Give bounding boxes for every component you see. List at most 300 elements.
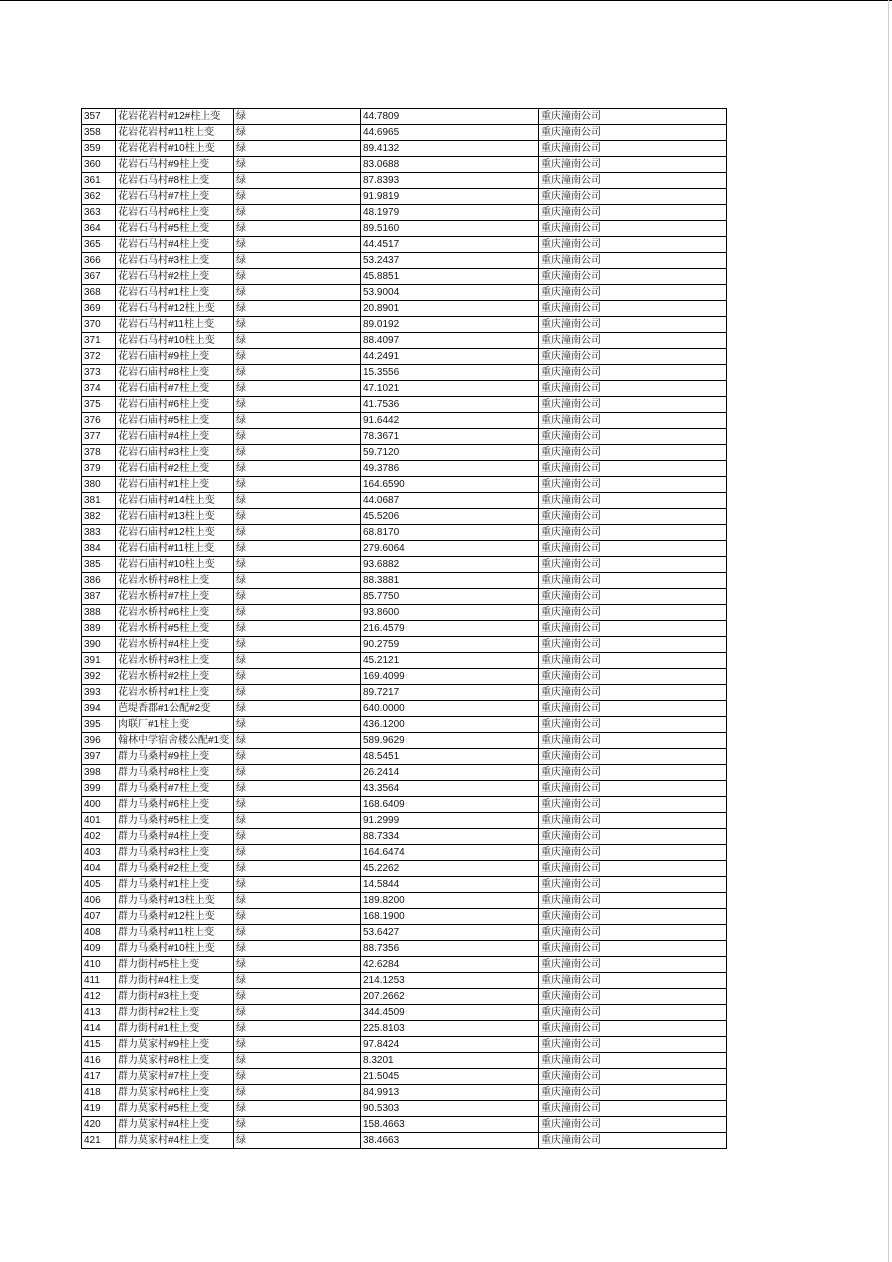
status-color-cell: 绿 [234,685,361,701]
status-color-cell: 绿 [234,269,361,285]
row-number-cell: 421 [82,1133,116,1149]
status-color-cell: 绿 [234,1101,361,1117]
transformer-name-cell: 花岩花岩村#10柱上变 [116,141,234,157]
status-color-cell: 绿 [234,893,361,909]
table-row [82,685,727,701]
table-row [82,1005,727,1021]
company-cell: 重庆潼南公司 [539,1133,727,1149]
status-color-cell: 绿 [234,589,361,605]
company-cell: 重庆潼南公司 [539,941,727,957]
status-color-cell: 绿 [234,829,361,845]
status-color-cell: 绿 [234,621,361,637]
row-number-cell: 389 [82,621,116,637]
row-number-cell: 375 [82,397,116,413]
company-cell: 重庆潼南公司 [539,429,727,445]
load-value-cell: 88.7334 [361,829,539,845]
transformer-name-cell: 花岩石马村#12柱上变 [116,301,234,317]
table-row [82,477,727,493]
transformer-name-cell: 花岩石庙村#7柱上变 [116,381,234,397]
status-color-cell: 绿 [234,781,361,797]
status-color-cell: 绿 [234,397,361,413]
table-row [82,173,727,189]
load-value-cell: 78.3671 [361,429,539,445]
transformer-name-cell: 花岩水桥村#2柱上变 [116,669,234,685]
row-number-cell: 401 [82,813,116,829]
status-color-cell: 绿 [234,909,361,925]
table-row [82,797,727,813]
transformer-name-cell: 花岩水桥村#1柱上变 [116,685,234,701]
status-color-cell: 绿 [234,141,361,157]
row-number-cell: 395 [82,717,116,733]
table-row [82,669,727,685]
company-cell: 重庆潼南公司 [539,301,727,317]
company-cell: 重庆潼南公司 [539,477,727,493]
transformer-name-cell: 群力马桑村#5柱上变 [116,813,234,829]
status-color-cell: 绿 [234,301,361,317]
row-number-cell: 368 [82,285,116,301]
transformer-name-cell: 群力莫家村#4柱上变 [116,1117,234,1133]
load-value-cell: 49.3786 [361,461,539,477]
table-row [82,893,727,909]
table-row [82,445,727,461]
company-cell: 重庆潼南公司 [539,381,727,397]
transformer-name-cell: 花岩水桥村#6柱上变 [116,605,234,621]
status-color-cell: 绿 [234,941,361,957]
load-value-cell: 344.4509 [361,1005,539,1021]
transformer-name-cell: 花岩石庙村#6柱上变 [116,397,234,413]
table-row [82,269,727,285]
page-top-border [0,0,892,1]
transformer-name-cell: 花岩石庙村#13柱上变 [116,509,234,525]
company-cell: 重庆潼南公司 [539,461,727,477]
status-color-cell: 绿 [234,109,361,125]
transformer-name-cell: 花岩石马村#2柱上变 [116,269,234,285]
status-color-cell: 绿 [234,1021,361,1037]
status-color-cell: 绿 [234,765,361,781]
table-row [82,845,727,861]
table-row [82,925,727,941]
row-number-cell: 387 [82,589,116,605]
table-row [82,237,727,253]
company-cell: 重庆潼南公司 [539,237,727,253]
table-row [82,221,727,237]
table-row [82,157,727,173]
load-value-cell: 15.3556 [361,365,539,381]
company-cell: 重庆潼南公司 [539,541,727,557]
load-value-cell: 45.8851 [361,269,539,285]
status-color-cell: 绿 [234,477,361,493]
load-value-cell: 53.2437 [361,253,539,269]
status-color-cell: 绿 [234,157,361,173]
company-cell: 重庆潼南公司 [539,605,727,621]
table-row [82,253,727,269]
company-cell: 重庆潼南公司 [539,701,727,717]
company-cell: 重庆潼南公司 [539,909,727,925]
table-row [82,1021,727,1037]
status-color-cell: 绿 [234,461,361,477]
transformer-name-cell: 群力马桑村#2柱上变 [116,861,234,877]
load-value-cell: 88.3881 [361,573,539,589]
status-color-cell: 绿 [234,1069,361,1085]
transformer-table-body [82,109,727,1149]
load-value-cell: 225.8103 [361,1021,539,1037]
company-cell: 重庆潼南公司 [539,813,727,829]
load-value-cell: 214.1253 [361,973,539,989]
status-color-cell: 绿 [234,637,361,653]
row-number-cell: 408 [82,925,116,941]
row-number-cell: 419 [82,1101,116,1117]
table-row [82,109,727,125]
transformer-name-cell: 群力马桑村#9柱上变 [116,749,234,765]
company-cell: 重庆潼南公司 [539,893,727,909]
company-cell: 重庆潼南公司 [539,733,727,749]
company-cell: 重庆潼南公司 [539,829,727,845]
load-value-cell: 53.9004 [361,285,539,301]
status-color-cell: 绿 [234,749,361,765]
load-value-cell: 68.8170 [361,525,539,541]
row-number-cell: 358 [82,125,116,141]
status-color-cell: 绿 [234,557,361,573]
row-number-cell: 366 [82,253,116,269]
table-row [82,301,727,317]
company-cell: 重庆潼南公司 [539,141,727,157]
row-number-cell: 360 [82,157,116,173]
status-color-cell: 绿 [234,493,361,509]
status-color-cell: 绿 [234,221,361,237]
row-number-cell: 361 [82,173,116,189]
table-row [82,525,727,541]
company-cell: 重庆潼南公司 [539,1069,727,1085]
company-cell: 重庆潼南公司 [539,157,727,173]
status-color-cell: 绿 [234,989,361,1005]
row-number-cell: 383 [82,525,116,541]
company-cell: 重庆潼南公司 [539,317,727,333]
row-number-cell: 390 [82,637,116,653]
table-row [82,589,727,605]
company-cell: 重庆潼南公司 [539,957,727,973]
company-cell: 重庆潼南公司 [539,621,727,637]
row-number-cell: 414 [82,1021,116,1037]
transformer-name-cell: 群力莫家村#4柱上变 [116,1133,234,1149]
table-row [82,317,727,333]
company-cell: 重庆潼南公司 [539,189,727,205]
load-value-cell: 44.4517 [361,237,539,253]
row-number-cell: 374 [82,381,116,397]
transformer-name-cell: 花岩石马村#10柱上变 [116,333,234,349]
transformer-name-cell: 翰林中学宿舍楼公配#1变 [116,733,234,749]
company-cell: 重庆潼南公司 [539,333,727,349]
row-number-cell: 363 [82,205,116,221]
table-row [82,573,727,589]
row-number-cell: 386 [82,573,116,589]
company-cell: 重庆潼南公司 [539,669,727,685]
row-number-cell: 367 [82,269,116,285]
load-value-cell: 87.8393 [361,173,539,189]
load-value-cell: 47.1021 [361,381,539,397]
status-color-cell: 绿 [234,701,361,717]
load-value-cell: 83.0688 [361,157,539,173]
row-number-cell: 404 [82,861,116,877]
row-number-cell: 385 [82,557,116,573]
page-right-edge [888,0,889,1262]
status-color-cell: 绿 [234,333,361,349]
load-value-cell: 91.2999 [361,813,539,829]
table-row [82,813,727,829]
load-value-cell: 53.6427 [361,925,539,941]
row-number-cell: 398 [82,765,116,781]
load-value-cell: 89.5160 [361,221,539,237]
load-value-cell: 89.4132 [361,141,539,157]
status-color-cell: 绿 [234,573,361,589]
company-cell: 重庆潼南公司 [539,1005,727,1021]
company-cell: 重庆潼南公司 [539,493,727,509]
status-color-cell: 绿 [234,605,361,621]
row-number-cell: 413 [82,1005,116,1021]
table-row [82,717,727,733]
transformer-name-cell: 群力莫家村#5柱上变 [116,1101,234,1117]
row-number-cell: 391 [82,653,116,669]
load-value-cell: 48.5451 [361,749,539,765]
row-number-cell: 384 [82,541,116,557]
transformer-name-cell: 花岩石庙村#8柱上变 [116,365,234,381]
transformer-name-cell: 花岩石庙村#1柱上变 [116,477,234,493]
table-row [82,429,727,445]
company-cell: 重庆潼南公司 [539,781,727,797]
table-row [82,557,727,573]
status-color-cell: 绿 [234,1085,361,1101]
transformer-name-cell: 芭堤香郡#1公配#2变 [116,701,234,717]
load-value-cell: 85.7750 [361,589,539,605]
load-value-cell: 44.6965 [361,125,539,141]
company-cell: 重庆潼南公司 [539,525,727,541]
table-row [82,861,727,877]
status-color-cell: 绿 [234,653,361,669]
table-row [82,1101,727,1117]
table-row [82,1037,727,1053]
load-value-cell: 45.2262 [361,861,539,877]
table-row [82,1117,727,1133]
transformer-name-cell: 群力马桑村#1柱上变 [116,877,234,893]
transformer-name-cell: 花岩石马村#4柱上变 [116,237,234,253]
row-number-cell: 415 [82,1037,116,1053]
status-color-cell: 绿 [234,813,361,829]
row-number-cell: 412 [82,989,116,1005]
company-cell: 重庆潼南公司 [539,1037,727,1053]
transformer-name-cell: 群力莫家村#8柱上变 [116,1053,234,1069]
table-row [82,765,727,781]
company-cell: 重庆潼南公司 [539,205,727,221]
table-row [82,397,727,413]
transformer-name-cell: 花岩水桥村#8柱上变 [116,573,234,589]
load-value-cell: 91.9819 [361,189,539,205]
row-number-cell: 417 [82,1069,116,1085]
status-color-cell: 绿 [234,237,361,253]
company-cell: 重庆潼南公司 [539,765,727,781]
load-value-cell: 89.7217 [361,685,539,701]
load-value-cell: 93.6882 [361,557,539,573]
load-value-cell: 436.1200 [361,717,539,733]
row-number-cell: 369 [82,301,116,317]
status-color-cell: 绿 [234,877,361,893]
status-color-cell: 绿 [234,1117,361,1133]
row-number-cell: 365 [82,237,116,253]
table-row [82,365,727,381]
transformer-name-cell: 花岩石马村#1柱上变 [116,285,234,301]
company-cell: 重庆潼南公司 [539,589,727,605]
transformer-name-cell: 群力马桑村#3柱上变 [116,845,234,861]
row-number-cell: 380 [82,477,116,493]
row-number-cell: 396 [82,733,116,749]
table-row [82,605,727,621]
company-cell: 重庆潼南公司 [539,173,727,189]
status-color-cell: 绿 [234,253,361,269]
transformer-name-cell: 群力马桑村#6柱上变 [116,797,234,813]
load-value-cell: 20.8901 [361,301,539,317]
table-row [82,829,727,845]
status-color-cell: 绿 [234,845,361,861]
load-value-cell: 45.5206 [361,509,539,525]
load-value-cell: 45.2121 [361,653,539,669]
company-cell: 重庆潼南公司 [539,685,727,701]
table-row [82,1053,727,1069]
transformer-name-cell: 花岩石马村#11柱上变 [116,317,234,333]
table-row [82,285,727,301]
load-value-cell: 38.4663 [361,1133,539,1149]
transformer-name-cell: 花岩花岩村#12#柱上变 [116,109,234,125]
row-number-cell: 407 [82,909,116,925]
load-value-cell: 169.4099 [361,669,539,685]
table-row [82,1085,727,1101]
status-color-cell: 绿 [234,733,361,749]
load-value-cell: 43.3564 [361,781,539,797]
table-row [82,733,727,749]
transformer-name-cell: 群力街村#1柱上变 [116,1021,234,1037]
table-row [82,461,727,477]
company-cell: 重庆潼南公司 [539,573,727,589]
transformer-name-cell: 花岩石庙村#11柱上变 [116,541,234,557]
status-color-cell: 绿 [234,429,361,445]
transformer-name-cell: 花岩石庙村#10柱上变 [116,557,234,573]
transformer-name-cell: 花岩水桥村#7柱上变 [116,589,234,605]
status-color-cell: 绿 [234,669,361,685]
row-number-cell: 399 [82,781,116,797]
company-cell: 重庆潼南公司 [539,1101,727,1117]
table-row [82,141,727,157]
transformer-name-cell: 群力莫家村#7柱上变 [116,1069,234,1085]
company-cell: 重庆潼南公司 [539,1085,727,1101]
table-row [82,205,727,221]
transformer-name-cell: 花岩水桥村#5柱上变 [116,621,234,637]
transformer-name-cell: 花岩石马村#9柱上变 [116,157,234,173]
transformer-name-cell: 花岩石庙村#4柱上变 [116,429,234,445]
load-value-cell: 279.6064 [361,541,539,557]
transformer-name-cell: 群力街村#4柱上变 [116,973,234,989]
company-cell: 重庆潼南公司 [539,557,727,573]
status-color-cell: 绿 [234,173,361,189]
row-number-cell: 416 [82,1053,116,1069]
transformer-name-cell: 花岩花岩村#11柱上变 [116,125,234,141]
company-cell: 重庆潼南公司 [539,221,727,237]
table-row [82,381,727,397]
company-cell: 重庆潼南公司 [539,989,727,1005]
company-cell: 重庆潼南公司 [539,365,727,381]
transformer-name-cell: 群力街村#3柱上变 [116,989,234,1005]
row-number-cell: 381 [82,493,116,509]
load-value-cell: 14.5844 [361,877,539,893]
status-color-cell: 绿 [234,285,361,301]
company-cell: 重庆潼南公司 [539,413,727,429]
transformer-table [81,108,727,1149]
status-color-cell: 绿 [234,797,361,813]
company-cell: 重庆潼南公司 [539,1053,727,1069]
transformer-name-cell: 花岩石庙村#2柱上变 [116,461,234,477]
company-cell: 重庆潼南公司 [539,861,727,877]
transformer-name-cell: 花岩水桥村#4柱上变 [116,637,234,653]
row-number-cell: 372 [82,349,116,365]
row-number-cell: 388 [82,605,116,621]
load-value-cell: 8.3201 [361,1053,539,1069]
load-value-cell: 44.0687 [361,493,539,509]
row-number-cell: 378 [82,445,116,461]
table-row [82,413,727,429]
company-cell: 重庆潼南公司 [539,1117,727,1133]
transformer-name-cell: 群力马桑村#8柱上变 [116,765,234,781]
load-value-cell: 26.2414 [361,765,539,781]
transformer-name-cell: 花岩水桥村#3柱上变 [116,653,234,669]
load-value-cell: 207.2662 [361,989,539,1005]
company-cell: 重庆潼南公司 [539,397,727,413]
status-color-cell: 绿 [234,925,361,941]
company-cell: 重庆潼南公司 [539,877,727,893]
status-color-cell: 绿 [234,861,361,877]
company-cell: 重庆潼南公司 [539,653,727,669]
load-value-cell: 44.2491 [361,349,539,365]
load-value-cell: 21.5045 [361,1069,539,1085]
status-color-cell: 绿 [234,365,361,381]
company-cell: 重庆潼南公司 [539,253,727,269]
load-value-cell: 42.6284 [361,957,539,973]
transformer-name-cell: 花岩石马村#8柱上变 [116,173,234,189]
table-row [82,701,727,717]
row-number-cell: 359 [82,141,116,157]
load-value-cell: 640.0000 [361,701,539,717]
transformer-name-cell: 花岩石庙村#12柱上变 [116,525,234,541]
company-cell: 重庆潼南公司 [539,637,727,653]
status-color-cell: 绿 [234,509,361,525]
row-number-cell: 373 [82,365,116,381]
status-color-cell: 绿 [234,205,361,221]
row-number-cell: 370 [82,317,116,333]
status-color-cell: 绿 [234,541,361,557]
status-color-cell: 绿 [234,957,361,973]
load-value-cell: 88.7356 [361,941,539,957]
transformer-name-cell: 花岩石马村#5柱上变 [116,221,234,237]
load-value-cell: 91.6442 [361,413,539,429]
row-number-cell: 364 [82,221,116,237]
load-value-cell: 589.9629 [361,733,539,749]
row-number-cell: 410 [82,957,116,973]
load-value-cell: 93.8600 [361,605,539,621]
status-color-cell: 绿 [234,1053,361,1069]
load-value-cell: 168.6409 [361,797,539,813]
load-value-cell: 168.1900 [361,909,539,925]
transformer-name-cell: 群力街村#5柱上变 [116,957,234,973]
company-cell: 重庆潼南公司 [539,509,727,525]
row-number-cell: 371 [82,333,116,349]
table-row [82,781,727,797]
table-row [82,653,727,669]
company-cell: 重庆潼南公司 [539,269,727,285]
